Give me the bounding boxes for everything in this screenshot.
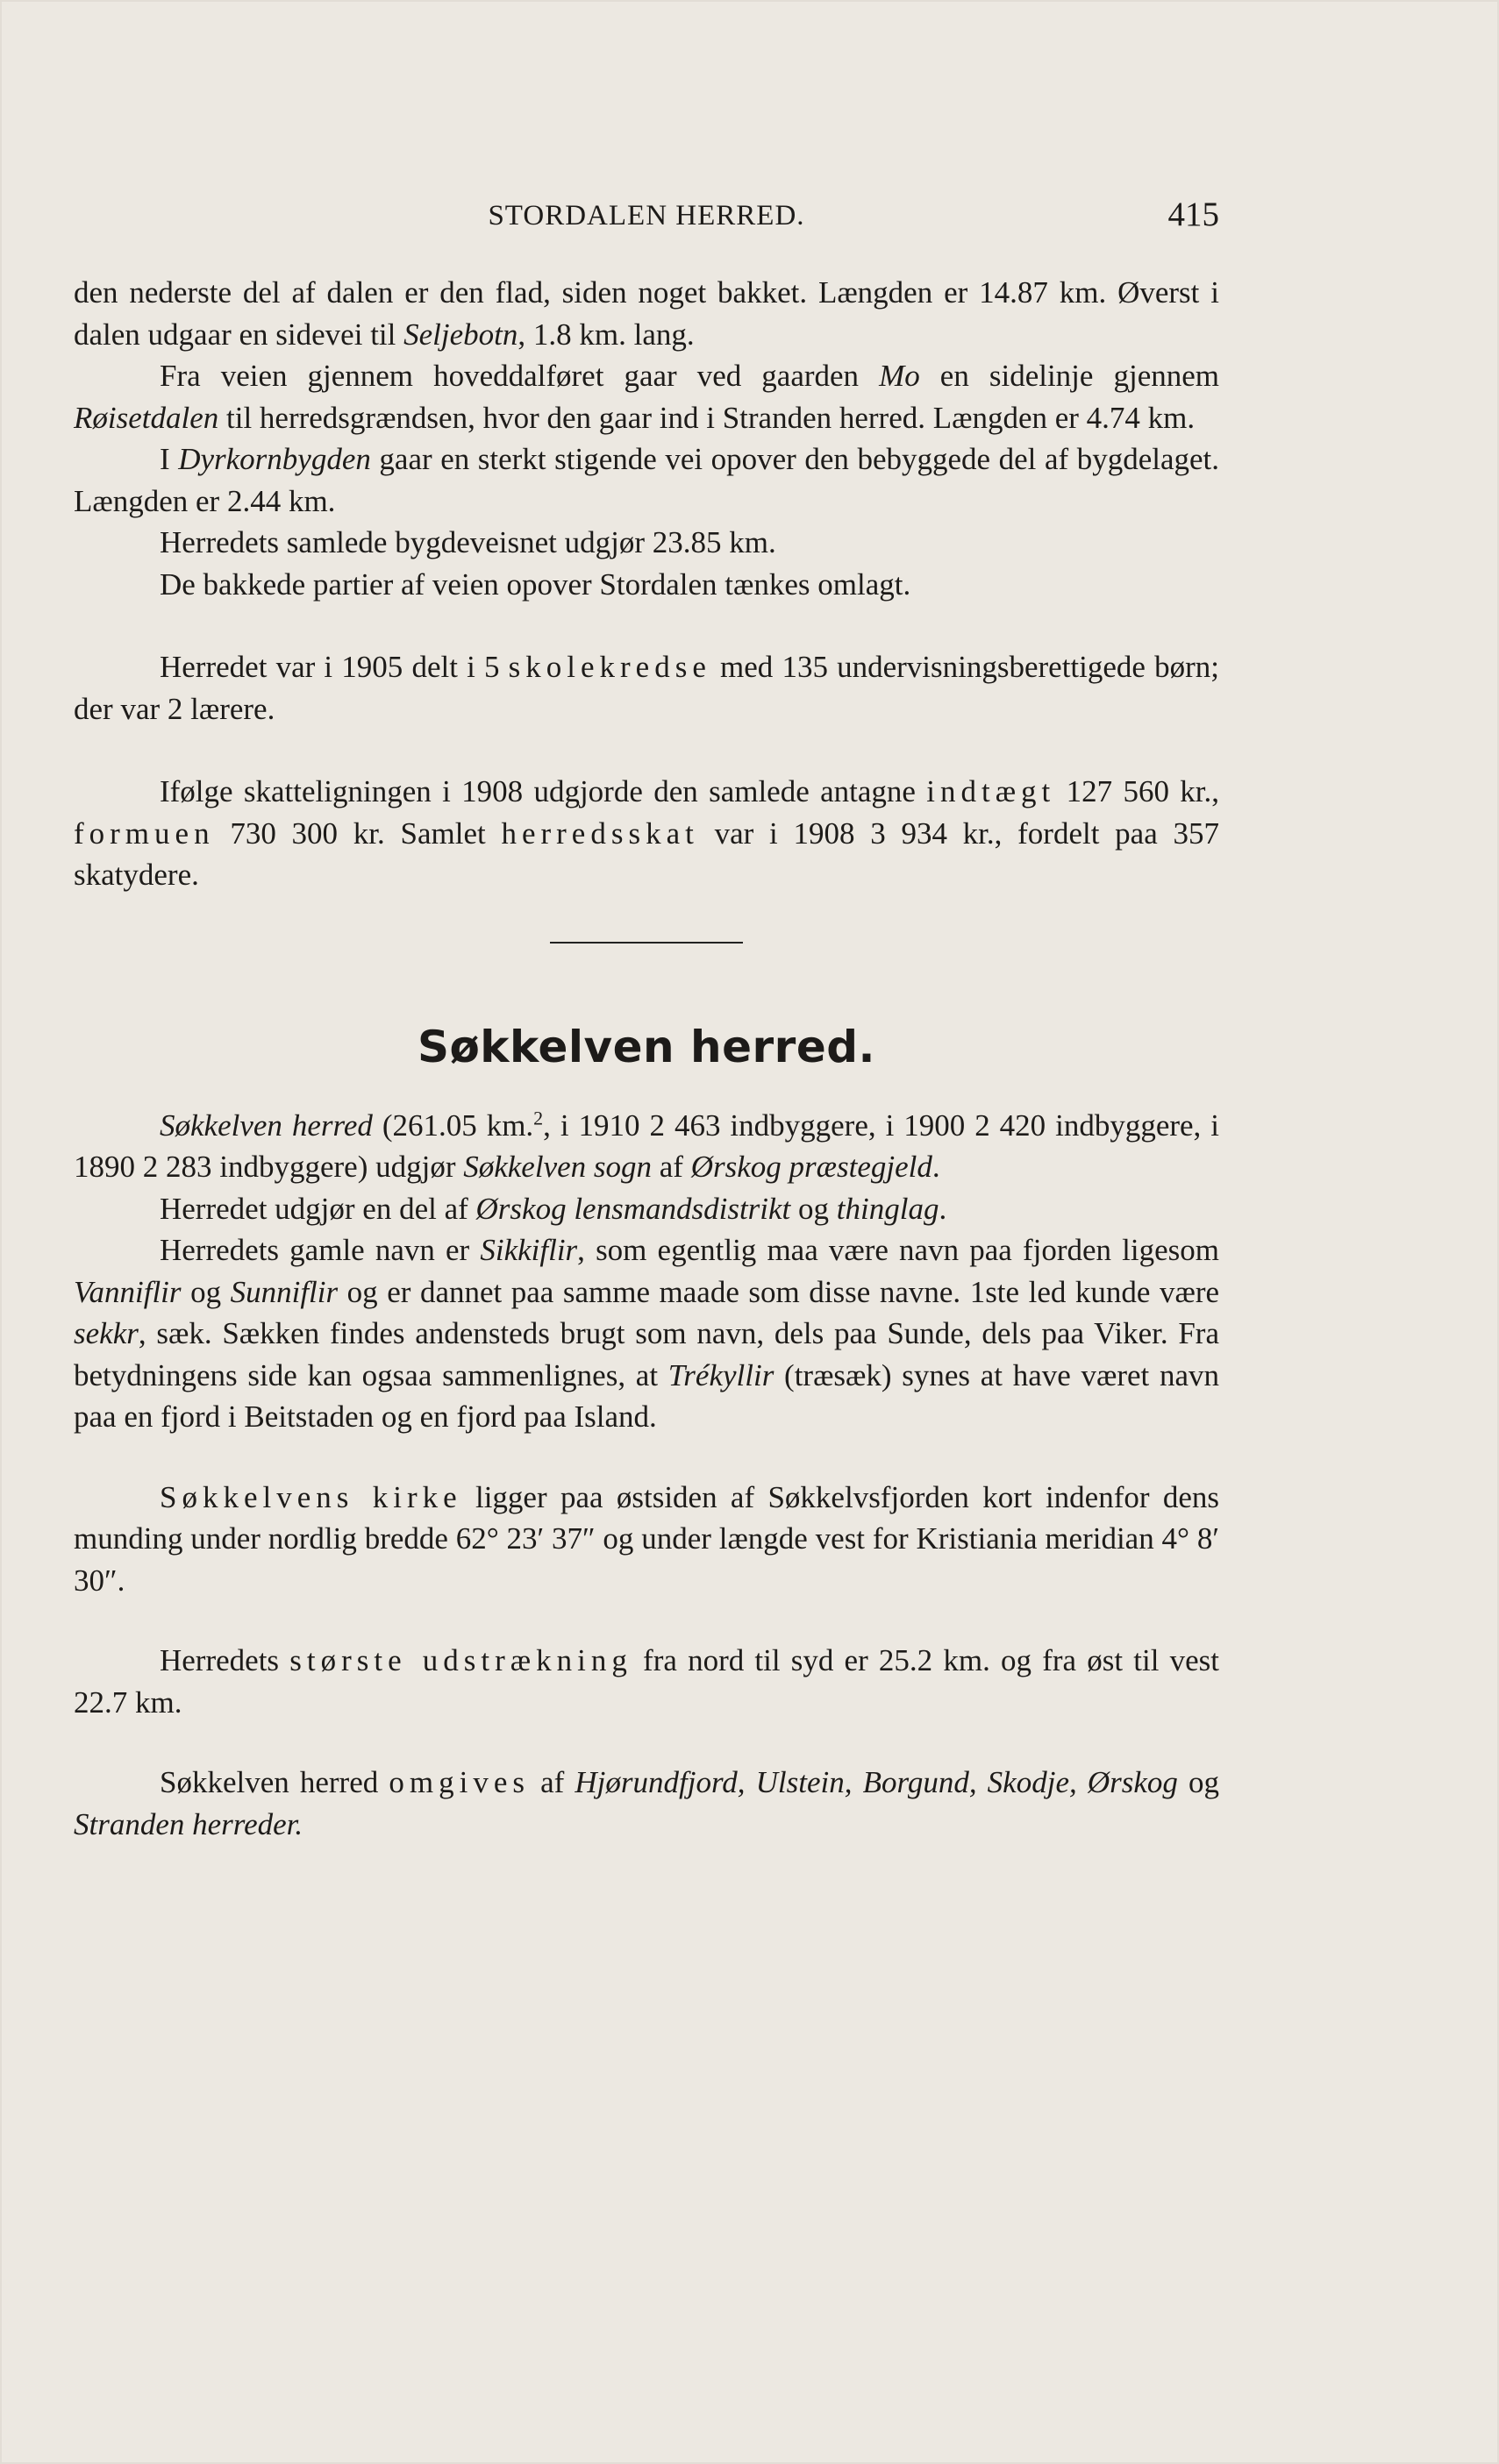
- paragraph-roads-mo: [74, 355, 1219, 438]
- section-divider: [550, 942, 743, 944]
- spaced-term: omgives: [389, 1765, 530, 1799]
- text-span: og: [1177, 1765, 1220, 1799]
- text-span: til herredsgrændsen, hvor den gaar ind i Stranden herred. Længden er 4.74 km.: [218, 400, 1196, 435]
- italic-term: Ørskog præstegjeld: [690, 1150, 932, 1184]
- spaced-term: indtægt: [926, 774, 1056, 808]
- italic-term: Stranden herreder.: [74, 1806, 303, 1841]
- spaced-term: herredsskat: [501, 815, 699, 851]
- text-span: gaar en sterkt stigende vei opover den bebyggede del af bygdelaget. Længden er 2.44 km.: [74, 442, 1219, 518]
- running-title: STORDALEN HERRED.: [488, 200, 805, 231]
- text-span: , som egentlig maa være navn paa fjorden ligesom: [577, 1233, 1219, 1267]
- page-number: 415: [1167, 196, 1219, 233]
- running-head: [74, 196, 1219, 240]
- page-content: [74, 272, 1219, 1845]
- paragraph-church: [74, 1477, 1219, 1602]
- text-span: den nederste del af dalen er den flad, siden noget bakket. Længden er 14.87 km. Øverst i dalen udgaar en sidevei til: [74, 275, 1219, 352]
- paragraph-roads-continued: [74, 272, 1219, 355]
- text-span: af: [652, 1150, 691, 1184]
- text-span: ligger paa østsiden af Søkkelvsfjorden kort indenfor dens munding under nordlig bredde 62° 23′ 37″ og under længde vest for Kristiania meridian 4° 8′ 30″.: [74, 1479, 1220, 1598]
- superscript: 2: [533, 1106, 544, 1129]
- text-span: med 135 undervisningsberettigede børn; der var 2 lærere.: [74, 650, 1219, 726]
- text-span: (261.05 km.: [372, 1107, 534, 1143]
- italic-term: Søkkelven sogn: [463, 1150, 653, 1184]
- text-span: Herredets gamle navn er: [160, 1233, 481, 1267]
- paragraph-extent: [74, 1640, 1219, 1723]
- place-name: Dyrkornbygden: [178, 442, 371, 476]
- text-span: og: [790, 1191, 837, 1226]
- italic-term: sekkr: [74, 1316, 139, 1350]
- paragraph-schools: [74, 646, 1219, 730]
- text-span: Ifølge skatteligningen i 1908 udgjorde den samlede antagne: [160, 774, 927, 808]
- text-span: af: [529, 1765, 575, 1799]
- italic-term: Hjørundfjord, Ulstein, Borgund, Skodje, Ørskog: [575, 1765, 1178, 1799]
- text-span: Herredet udgjør en del af: [160, 1191, 476, 1226]
- text-span: Herredet var i 1905 delt i 5: [160, 650, 509, 684]
- text-span: , 1.8 km. lang.: [518, 317, 695, 352]
- text-span: .: [932, 1150, 940, 1184]
- text-span: Herredets: [160, 1643, 290, 1677]
- italic-term: Vanniflir: [74, 1274, 182, 1309]
- text-span: fra nord til syd er 25.2 km. og fra øst til vest 22.7 km.: [74, 1643, 1219, 1720]
- text-span: (træsæk) synes at have været navn paa en fjord i Beitstaden og en fjord paa Island.: [74, 1357, 1219, 1434]
- spaced-term: Søkkelvens kirke: [160, 1479, 462, 1514]
- italic-term: Søkkelven herred: [160, 1107, 373, 1143]
- spaced-term: skolekredse: [508, 650, 711, 684]
- text-span: , i 1910 2 463 indbyggere, i 1900 2 420 indbyggere, i 1890 2 283 indbyggere) udgjør: [74, 1107, 1219, 1184]
- text-span: Fra veien gjennem hoveddalføret gaar ved gaarden: [160, 359, 880, 393]
- section-title: Søkkelven herred.: [417, 1021, 876, 1072]
- place-name: Røisetdalen: [74, 400, 219, 435]
- spaced-term: formuen: [74, 815, 215, 851]
- italic-term: Ørskog lensmandsdistrikt: [475, 1191, 791, 1226]
- paragraph-district: [74, 1188, 1219, 1230]
- paragraph-intro: [74, 1105, 1219, 1188]
- text-span: og: [181, 1274, 231, 1309]
- italic-term: Trékyllir: [667, 1357, 774, 1392]
- text-span: .: [939, 1191, 947, 1226]
- italic-term: Sunniflir: [230, 1274, 339, 1309]
- paragraph-roads-total: Herredets samlede bygdeveisnet udgjør 23.85 km.: [160, 525, 776, 559]
- paragraph-roads-dyrkorn: [74, 438, 1219, 522]
- place-name: Seljebotn: [403, 317, 518, 352]
- text-span: Søkkelven herred: [160, 1765, 389, 1799]
- spaced-term: største udstrækning: [289, 1643, 632, 1677]
- text-span: I: [160, 442, 179, 476]
- paragraph-tax: [74, 771, 1219, 896]
- text-span: 127 560 kr.,: [1055, 774, 1219, 808]
- place-name: Mo: [879, 359, 920, 393]
- text-span: var i 1908 3 934 kr., fordelt paa 357 skatydere.: [74, 815, 1219, 892]
- paragraph-borders: [74, 1762, 1219, 1845]
- text-span: , sæk. Sækken findes andensteds brugt som navn, dels paa Sunde, dels paa Viker. Fra betydningens side kan ogsaa sammenlignes, at: [74, 1316, 1219, 1392]
- paragraph-name-origin: [74, 1229, 1219, 1438]
- paragraph-roads-hills: De bakkede partier af veien opover Stordalen tænkes omlagt.: [160, 566, 911, 602]
- text-span: og er dannet paa samme maade som disse navne. 1ste led kunde være: [338, 1274, 1220, 1309]
- text-span: 730 300 kr. Samlet: [214, 815, 502, 851]
- italic-term: thinglag: [836, 1191, 939, 1226]
- text-span: en sidelinje gjennem: [919, 359, 1219, 393]
- italic-term: Sikkiflir: [480, 1233, 578, 1267]
